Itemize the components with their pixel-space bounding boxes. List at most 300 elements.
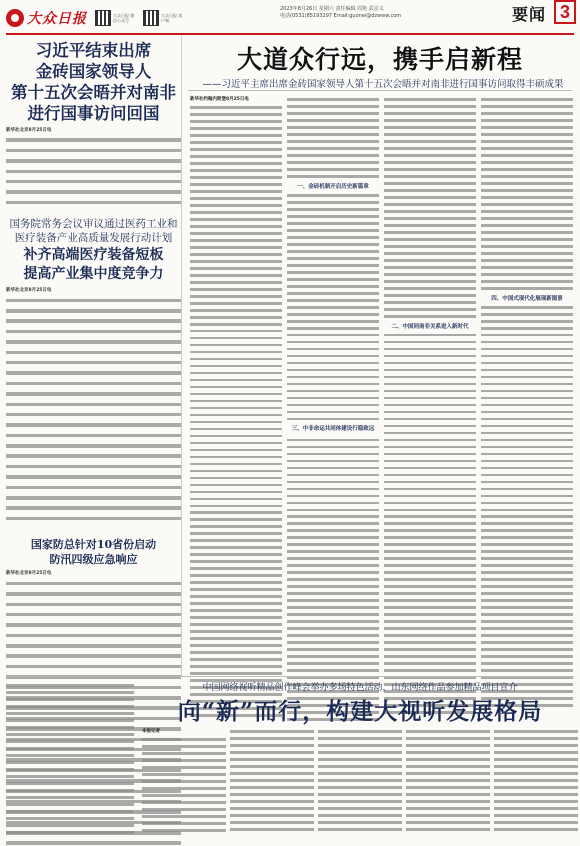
- text-line-placeholder: [481, 154, 573, 157]
- text-line-placeholder: [230, 807, 314, 810]
- text-line-placeholder: [190, 162, 282, 165]
- text-line-placeholder: [384, 168, 476, 171]
- text-line-placeholder: [190, 141, 282, 144]
- text-line-placeholder: [6, 803, 134, 806]
- text-line-placeholder: [481, 196, 573, 199]
- text-line-placeholder: [6, 761, 134, 764]
- text-line-placeholder: [142, 773, 226, 776]
- text-line-placeholder: [287, 168, 379, 171]
- text-line-placeholder: [481, 432, 573, 435]
- text-line-placeholder: [6, 475, 181, 482]
- text-line-placeholder: [287, 194, 379, 197]
- text-line-placeholder: [481, 383, 573, 386]
- text-line-placeholder: [384, 446, 476, 449]
- text-line-placeholder: [481, 355, 573, 358]
- text-line-placeholder: [6, 712, 134, 715]
- text-line-placeholder: [481, 425, 573, 428]
- text-line-placeholder: [6, 726, 134, 729]
- text-line-placeholder: [190, 372, 282, 375]
- text-line-placeholder: [287, 292, 379, 295]
- text-line-placeholder: [287, 404, 379, 407]
- text-line-placeholder: [481, 578, 573, 581]
- text-line-placeholder: [287, 655, 379, 658]
- text-line-placeholder: [190, 491, 282, 494]
- text-line-placeholder: [190, 386, 282, 389]
- lead-headline[interactable]: 大道众行远，携手启新程: [236, 45, 523, 74]
- text-line-placeholder: [6, 754, 134, 757]
- text-line-placeholder: [230, 793, 314, 796]
- text-line-placeholder: [406, 737, 490, 740]
- text-line-placeholder: [287, 543, 379, 546]
- bottom-left-column: [6, 680, 134, 834]
- text-line-placeholder: [6, 392, 181, 399]
- section-title: 要闻: [511, 5, 546, 24]
- text-line-placeholder: [384, 425, 476, 428]
- text-line-placeholder: [6, 201, 181, 208]
- bottom-headline[interactable]: 向“新”而行，构建大视听发展格局: [177, 698, 543, 725]
- text-line-placeholder: [494, 737, 578, 740]
- text-line-placeholder: [481, 543, 573, 546]
- text-line-placeholder: [6, 454, 181, 461]
- text-line-placeholder: [481, 515, 573, 518]
- text-line-placeholder: [190, 567, 282, 570]
- bottom-column-3: [318, 726, 402, 831]
- text-line-placeholder: [384, 112, 476, 115]
- text-line-placeholder: [6, 423, 181, 430]
- text-line-placeholder: [230, 814, 314, 817]
- text-line-placeholder: [6, 719, 134, 722]
- headline: [6, 40, 181, 124]
- story-medical-industry[interactable]: [6, 217, 181, 523]
- text-line-placeholder: [190, 330, 282, 333]
- text-line-placeholder: [6, 371, 181, 378]
- text-line-placeholder: [287, 161, 379, 164]
- text-line-placeholder: [384, 620, 476, 623]
- text-line-placeholder: [190, 358, 282, 361]
- text-line-placeholder: [384, 557, 476, 560]
- text-line-placeholder: [190, 288, 282, 291]
- text-line-placeholder: [384, 474, 476, 477]
- text-line-placeholder: [384, 266, 476, 269]
- text-line-placeholder: [481, 210, 573, 213]
- text-line-placeholder: [384, 529, 476, 532]
- text-line-placeholder: [287, 627, 379, 630]
- text-line-placeholder: [318, 744, 402, 747]
- text-line-placeholder: [230, 786, 314, 789]
- text-line-placeholder: [481, 334, 573, 337]
- text-line-placeholder: [287, 550, 379, 553]
- text-line-placeholder: [384, 411, 476, 414]
- text-line-placeholder: [494, 730, 578, 733]
- text-line-placeholder: [318, 751, 402, 754]
- text-line-placeholder: [190, 470, 282, 473]
- text-line-placeholder: [481, 522, 573, 525]
- text-line-placeholder: [481, 634, 573, 637]
- text-line-placeholder: [230, 737, 314, 740]
- text-line-placeholder: [481, 509, 573, 512]
- text-line-placeholder: [287, 126, 379, 129]
- text-line-placeholder: [287, 641, 379, 644]
- text-line-placeholder: [384, 460, 476, 463]
- newspaper-name: 大众日报: [27, 11, 87, 27]
- text-line-placeholder: [287, 362, 379, 365]
- text-line-placeholder: [384, 488, 476, 491]
- text-line-placeholder: [287, 201, 379, 204]
- text-line-placeholder: [6, 138, 181, 145]
- text-line-placeholder: [384, 641, 476, 644]
- text-line-placeholder: [230, 779, 314, 782]
- text-line-placeholder: [287, 522, 379, 525]
- text-line-placeholder: [142, 738, 226, 741]
- text-line-placeholder: [190, 498, 282, 501]
- text-line-placeholder: [190, 211, 282, 214]
- text-line-placeholder: [406, 779, 490, 782]
- text-line-placeholder: [384, 287, 476, 290]
- kicker: [6, 217, 181, 245]
- text-line-placeholder: [6, 465, 181, 472]
- text-line-placeholder: [481, 641, 573, 644]
- story-xi-returns[interactable]: [6, 40, 181, 207]
- text-line-placeholder: [384, 273, 476, 276]
- text-line-placeholder: [481, 655, 573, 658]
- text-line-placeholder: [287, 133, 379, 136]
- text-line-placeholder: [481, 231, 573, 234]
- text-line-placeholder: [230, 744, 314, 747]
- text-line-placeholder: [190, 176, 282, 179]
- text-line-placeholder: [287, 285, 379, 288]
- text-line-placeholder: [6, 361, 181, 368]
- text-line-placeholder: [190, 595, 282, 598]
- text-line-placeholder: [287, 620, 379, 623]
- text-line-placeholder: [384, 259, 476, 262]
- text-line-placeholder: [494, 751, 578, 754]
- text-line-placeholder: [6, 340, 181, 347]
- text-line-placeholder: [190, 588, 282, 591]
- text-line-placeholder: [287, 474, 379, 477]
- text-line-placeholder: [384, 502, 476, 505]
- text-line-placeholder: [287, 529, 379, 532]
- text-line-placeholder: [142, 745, 226, 748]
- text-line-placeholder: [287, 105, 379, 108]
- text-line-placeholder: [190, 560, 282, 563]
- contact-line: 电话(0531)85193297 Email:guonei@dzwww.com: [280, 13, 402, 19]
- text-line-placeholder: [142, 780, 226, 783]
- text-line-placeholder: [287, 383, 379, 386]
- headline: [6, 246, 181, 284]
- text-line-placeholder: [230, 772, 314, 775]
- text-line-placeholder: [481, 474, 573, 477]
- text-line-placeholder: [190, 309, 282, 312]
- text-line-placeholder: [481, 439, 573, 442]
- text-line-placeholder: [384, 578, 476, 581]
- text-line-placeholder: [481, 320, 573, 323]
- text-line-placeholder: [287, 460, 379, 463]
- text-line-placeholder: [384, 481, 476, 484]
- text-line-placeholder: [142, 808, 226, 811]
- text-line-placeholder: [230, 730, 314, 733]
- text-line-placeholder: [406, 828, 490, 831]
- text-line-placeholder: [190, 442, 282, 445]
- text-line-placeholder: [287, 147, 379, 150]
- text-line-placeholder: [384, 224, 476, 227]
- text-line-placeholder: [287, 495, 379, 498]
- text-line-placeholder: [287, 119, 379, 122]
- text-line-placeholder: [384, 390, 476, 393]
- text-line-placeholder: [6, 733, 134, 736]
- text-line-placeholder: [6, 634, 181, 641]
- text-line-placeholder: [190, 525, 282, 528]
- text-line-placeholder: [384, 432, 476, 435]
- text-line-placeholder: [6, 603, 181, 610]
- text-line-placeholder: [190, 484, 282, 487]
- text-line-placeholder: [287, 278, 379, 281]
- dateline: 新华社北京8月25日电: [6, 128, 52, 133]
- text-line-placeholder: [481, 348, 573, 351]
- text-line-placeholder: [481, 550, 573, 553]
- text-line-placeholder: [481, 224, 573, 227]
- text-line-placeholder: [6, 190, 181, 197]
- text-line-placeholder: [494, 779, 578, 782]
- text-line-placeholder: [190, 407, 282, 410]
- text-line-placeholder: [190, 365, 282, 368]
- text-line-placeholder: [190, 274, 282, 277]
- text-line-placeholder: [287, 390, 379, 393]
- text-line-placeholder: [142, 801, 226, 804]
- text-line-placeholder: [384, 147, 476, 150]
- kicker-line: 国务院常务会议审议通过医药工业和: [9, 218, 178, 231]
- text-line-placeholder: [6, 180, 181, 187]
- text-line-placeholder: [384, 105, 476, 108]
- lead-subheadline: ——习近平主席出席金砖国家领导人第十五次会晤并对南非进行国事访问取得丰硕成果: [202, 79, 564, 90]
- text-line-placeholder: [318, 737, 402, 740]
- text-line-placeholder: [190, 204, 282, 207]
- text-line-placeholder: [384, 655, 476, 658]
- text-line-placeholder: [190, 421, 282, 424]
- text-line-placeholder: [190, 281, 282, 284]
- text-line-placeholder: [190, 148, 282, 151]
- text-line-placeholder: [384, 376, 476, 379]
- text-line-placeholder: [190, 658, 282, 661]
- headline-line: 习近平结束出席: [35, 41, 152, 60]
- body-text: [6, 299, 181, 524]
- text-line-placeholder: [481, 557, 573, 560]
- text-line-placeholder: [6, 684, 134, 687]
- text-line-placeholder: [481, 376, 573, 379]
- text-line-placeholder: [318, 800, 402, 803]
- text-line-placeholder: [6, 740, 134, 743]
- text-line-placeholder: [318, 772, 402, 775]
- lead-column-1: [190, 94, 282, 717]
- text-line-placeholder: [384, 592, 476, 595]
- text-line-placeholder: [287, 662, 379, 665]
- text-line-placeholder: [287, 634, 379, 637]
- text-line-placeholder: [287, 341, 379, 344]
- text-line-placeholder: [384, 648, 476, 651]
- text-line-placeholder: [494, 821, 578, 824]
- text-line-placeholder: [190, 665, 282, 668]
- text-line-placeholder: [384, 606, 476, 609]
- text-line-placeholder: [190, 651, 282, 654]
- text-line-placeholder: [190, 295, 282, 298]
- body-text: [6, 138, 181, 207]
- text-line-placeholder: [6, 775, 134, 778]
- text-line-placeholder: [6, 705, 134, 708]
- text-line-placeholder: [287, 669, 379, 672]
- text-line-placeholder: [190, 463, 282, 466]
- text-line-placeholder: [142, 815, 226, 818]
- text-line-placeholder: [6, 768, 134, 771]
- text-line-placeholder: [6, 444, 181, 451]
- text-line-placeholder: [6, 382, 181, 389]
- text-line-placeholder: [481, 280, 573, 283]
- text-line-placeholder: [190, 267, 282, 270]
- kicker-line: 医疗装备产业高质量发展行动计划: [14, 232, 173, 245]
- text-line-placeholder: [6, 691, 134, 694]
- text-line-placeholder: [481, 369, 573, 372]
- dateline: 新华社北京8月25日电: [6, 571, 52, 577]
- lead-subhead-block: [287, 420, 379, 434]
- masthead-meta: [280, 6, 460, 20]
- text-line-placeholder: [142, 766, 226, 769]
- text-line-placeholder: [287, 112, 379, 115]
- text-line-placeholder: [6, 319, 181, 326]
- text-line-placeholder: [6, 789, 134, 792]
- text-line-placeholder: [6, 747, 134, 750]
- text-line-placeholder: [481, 495, 573, 498]
- text-line-placeholder: [406, 758, 490, 761]
- text-line-placeholder: [481, 606, 573, 609]
- headline-line: 提高产业集中度竞争力: [23, 266, 164, 283]
- text-line-placeholder: [287, 515, 379, 518]
- text-line-placeholder: [190, 120, 282, 123]
- text-line-placeholder: [481, 306, 573, 309]
- text-line-placeholder: [494, 772, 578, 775]
- text-line-placeholder: [190, 449, 282, 452]
- text-line-placeholder: [230, 828, 314, 831]
- text-line-placeholder: [384, 189, 476, 192]
- text-line-placeholder: [481, 189, 573, 192]
- text-line-placeholder: [481, 126, 573, 129]
- text-line-placeholder: [384, 585, 476, 588]
- text-line-placeholder: [384, 369, 476, 372]
- text-line-placeholder: [384, 453, 476, 456]
- text-line-placeholder: [287, 453, 379, 456]
- text-line-placeholder: [6, 403, 181, 410]
- text-line-placeholder: [287, 229, 379, 232]
- text-line-placeholder: [230, 800, 314, 803]
- text-line-placeholder: [318, 793, 402, 796]
- text-line-placeholder: [190, 456, 282, 459]
- text-line-placeholder: [287, 175, 379, 178]
- bottom-column-1: [142, 726, 226, 832]
- text-line-placeholder: [190, 511, 282, 514]
- qr-code-icon: [143, 10, 159, 26]
- text-line-placeholder: [6, 644, 181, 651]
- text-line-placeholder: [287, 140, 379, 143]
- text-line-placeholder: [287, 509, 379, 512]
- text-line-placeholder: [190, 260, 282, 263]
- text-line-placeholder: [481, 446, 573, 449]
- text-line-placeholder: [481, 467, 573, 470]
- text-line-placeholder: [481, 411, 573, 414]
- text-line-placeholder: [287, 571, 379, 574]
- text-line-placeholder: [384, 280, 476, 283]
- text-line-placeholder: [406, 807, 490, 810]
- text-line-placeholder: [287, 299, 379, 302]
- lead-column-3: [384, 94, 476, 714]
- text-line-placeholder: [190, 183, 282, 186]
- text-line-placeholder: [494, 814, 578, 817]
- text-line-placeholder: [481, 140, 573, 143]
- text-line-placeholder: [384, 418, 476, 421]
- text-line-placeholder: [318, 765, 402, 768]
- bottom-column-2: [230, 726, 314, 831]
- text-line-placeholder: [6, 434, 181, 441]
- text-line-placeholder: [384, 334, 476, 337]
- left-news-column: [6, 36, 182, 676]
- text-line-placeholder: [287, 264, 379, 267]
- text-line-placeholder: [406, 800, 490, 803]
- text-line-placeholder: [190, 246, 282, 249]
- text-line-placeholder: [481, 564, 573, 567]
- text-line-placeholder: [6, 413, 181, 420]
- text-line-placeholder: [6, 817, 134, 820]
- text-line-placeholder: [230, 758, 314, 761]
- text-line-placeholder: [384, 133, 476, 136]
- text-line-placeholder: [494, 828, 578, 831]
- text-line-placeholder: [406, 814, 490, 817]
- text-line-placeholder: [287, 467, 379, 470]
- text-line-placeholder: [190, 351, 282, 354]
- text-line-placeholder: [494, 793, 578, 796]
- text-line-placeholder: [384, 383, 476, 386]
- text-line-placeholder: [190, 393, 282, 396]
- text-line-placeholder: [287, 250, 379, 253]
- text-line-placeholder: [142, 829, 226, 832]
- text-line-placeholder: [481, 175, 573, 178]
- text-line-placeholder: [190, 553, 282, 556]
- text-line-placeholder: [494, 744, 578, 747]
- headline-line: 补齐高端医疗装备短板: [23, 247, 164, 264]
- text-line-placeholder: [481, 112, 573, 115]
- text-line-placeholder: [494, 807, 578, 810]
- text-line-placeholder: [481, 536, 573, 539]
- page-number: 3: [554, 0, 576, 24]
- text-line-placeholder: [190, 337, 282, 340]
- text-line-placeholder: [318, 828, 402, 831]
- text-line-placeholder: [384, 404, 476, 407]
- text-line-placeholder: [6, 159, 181, 166]
- text-line-placeholder: [384, 196, 476, 199]
- lead-divider: [188, 90, 572, 91]
- text-line-placeholder: [287, 599, 379, 602]
- text-line-placeholder: [406, 765, 490, 768]
- bottom-subheadline: 中国网络视听精品创作峰会举办多场特色活动，山东网络作品参加精品项目宣介: [202, 683, 518, 693]
- bottom-byline: 本报记者: [142, 729, 160, 734]
- text-line-placeholder: [481, 627, 573, 630]
- text-line-placeholder: [142, 752, 226, 755]
- text-line-placeholder: [190, 344, 282, 347]
- text-line-placeholder: [384, 543, 476, 546]
- text-line-placeholder: [481, 418, 573, 421]
- text-line-placeholder: [384, 182, 476, 185]
- text-line-placeholder: [6, 517, 181, 524]
- text-line-placeholder: [406, 821, 490, 824]
- text-line-placeholder: [287, 564, 379, 567]
- text-line-placeholder: [384, 355, 476, 358]
- text-line-placeholder: [481, 585, 573, 588]
- text-line-placeholder: [481, 105, 573, 108]
